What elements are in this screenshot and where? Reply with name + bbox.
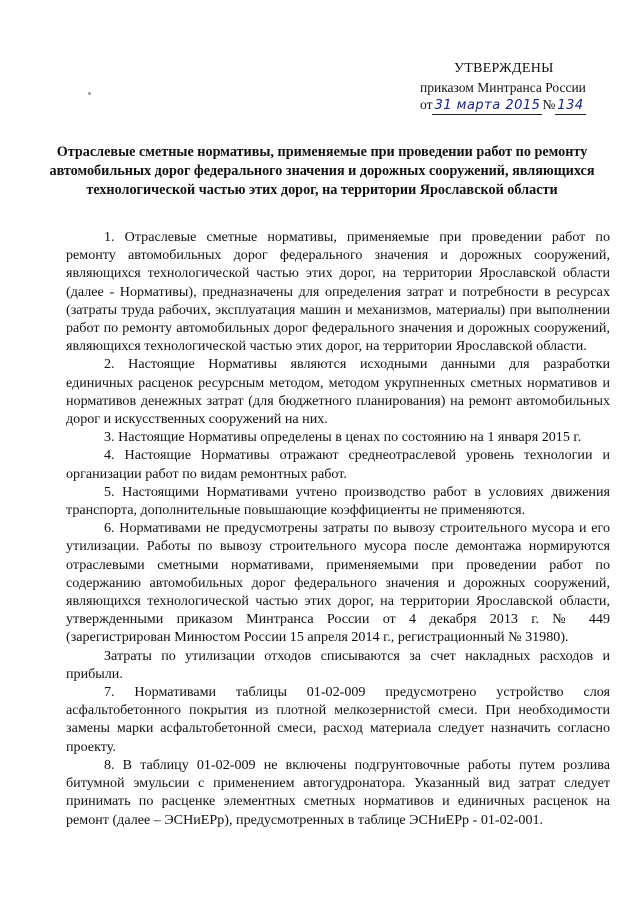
paragraph-6-continuation: Затраты по утилизации отходов списываются за счет накладных расходов и прибыли. xyxy=(66,647,610,682)
paragraph-5: 5. Настоящими Нормативами учтено производство работ в условиях движения транспорта, дополнительные повышающие коэффициенты не применяются. xyxy=(66,483,610,519)
document-body xyxy=(66,228,610,829)
document-title: Отраслевые сметные нормативы, применяемые при проведении работ по ремонту автомобильных дорог федерального значения и дорожных сооружений, являющихся технологической частью этих дорог, на территории Ярославской области xyxy=(49,144,595,198)
paragraph-8: 8. В таблицу 01-02-009 не включены подгрунтовочные работы путем розлива битумной эмульсии с применением автогудронатора. Указанный вид затрат следует принимать по расценке элементных сметных нормативов и единичных расценок на ремонт (далее – ЭСНиЕРр), предусмотренных в таблице ЭСНиЕРр - 01-02-001. xyxy=(66,756,610,828)
approval-number-prefix: № xyxy=(542,97,556,112)
paragraph-6: 6. Нормативами не предусмотрены затраты по вывозу строительного мусора и его утилизации. Работы по вывозу строительного мусора после демонтажа нормируются отраслевыми сметными нормативами, применяемыми при проведении работ по содержанию автомобильных дорог федерального значения и дорожных сооружений, являющихся технологической частью этих дорог, на территории Ярославской области, утвержденными приказом Минтранса России от 4 декабря 2013 г. № 449 (зарегистрирован Минюстом России 15 апреля 2014 г., регистрационный № 31980). xyxy=(66,520,610,646)
approval-date-line xyxy=(420,96,620,115)
approval-date-handwritten: 31 марта 2015 xyxy=(434,98,541,113)
paragraph-1: 1. Отраслевые сметные нормативы, применяемые при проведении работ по ремонту автомобильных дорог федерального значения и дорожных сооружений, являющихся технологической частью этих дорог, на территории Ярославской области (далее - Нормативы), предназначены для определения затрат и потребности в ресурсах (затраты труда рабочих, эксплуатация машин и механизмов, материалы) при выполнении работ по ремонту автомобильных дорог федерального значения и дорожных сооружений, являющихся технологической частью этих дорог, на территории Ярославской области. xyxy=(66,229,610,355)
approval-order-line: приказом Минтранса России xyxy=(420,80,586,95)
approval-heading: УТВЕРЖДЕНЫ xyxy=(454,61,554,76)
paragraph-4: 4. Настоящие Нормативы отражают среднеотраслевой уровень технологии и организации работ по видам ремонтных работ. xyxy=(66,447,610,482)
scan-speck xyxy=(88,92,91,95)
paragraph-2: 2. Настоящие Нормативы являются исходными данными для разработки единичных расценок ресурсным методом, методом укрупненных сметных нормативов и нормативов денежных затрат (для бюджетного планирования) на ремонт автомобильных дорог и искусственных сооружений на них. xyxy=(66,356,610,428)
approval-number-handwritten: 134 xyxy=(557,98,584,113)
approval-date-prefix: от xyxy=(420,97,433,112)
paragraph-7: 7. Нормативами таблицы 01-02-009 предусмотрено устройство слоя асфальтобетонного покрытия из плотной мелкозернистой смеси. При необходимости замены марки асфальтобетонной смеси, расход материала следует назначить согласно проекту. xyxy=(66,684,610,755)
approval-stamp-block xyxy=(420,60,620,115)
paragraph-3: 3. Настоящие Нормативы определены в ценах по состоянию на 1 января 2015 г. xyxy=(104,429,582,446)
